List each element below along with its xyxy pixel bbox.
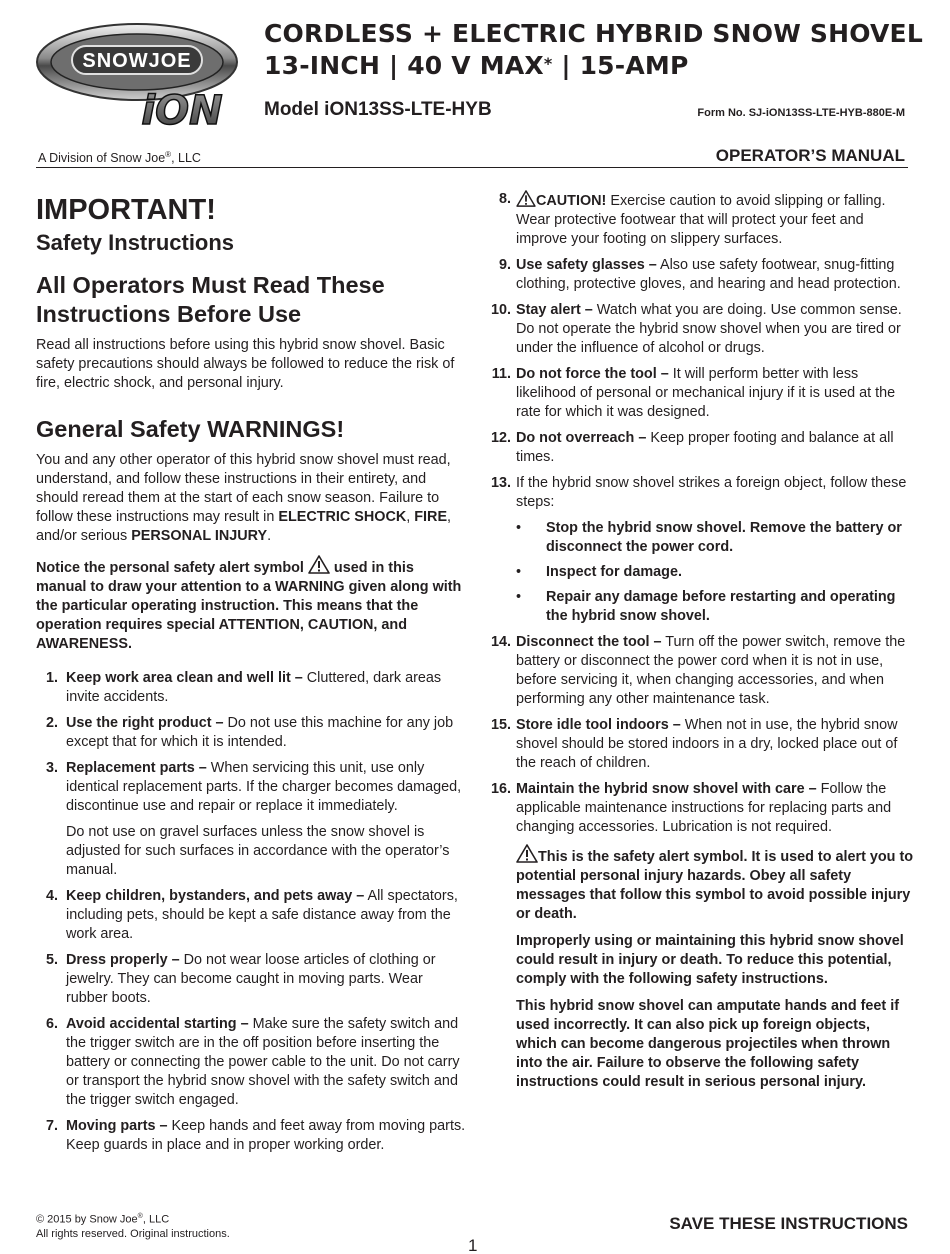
- division-text: A Division of Snow Joe®, LLC: [38, 150, 201, 166]
- important-heading: IMPORTANT!: [36, 194, 216, 226]
- list-item: 2. Use the right product – Do not use this machine for any job except that for which it is intended.: [45, 715, 454, 750]
- list-item: 10. Stay alert – Watch what you are doing. Use common sense. Do not operate the hybrid snow shovel when you are tired or under the influence of alcohol or drugs.: [490, 302, 902, 356]
- page-number: 1: [468, 1236, 478, 1254]
- general-warnings-paragraph: You and any other operator of this hybrid snow shovel must read, understand, and follow these instructions in their entirety, and should reread them at the start of each snow season. Failure to follow these instructions may result in ELECTRIC SHOCK, FIRE, and/or serious PERSONAL INJURY.: [36, 452, 452, 544]
- title-line-1: CORDLESS + ELECTRIC HYBRID SNOW SHOVEL: [264, 19, 923, 48]
- logo-product-text: iON: [141, 88, 223, 134]
- list-item: 3. Replacement parts – When servicing this unit, use only identical replacement parts. If the charger becomes damaged, discontinue use and repair or replace it immediately. Do not use on gravel surfaces unless the snow shovel is adjusted for such surfaces in accordance with the operator’s manual.: [36, 759, 466, 880]
- right-column: [486, 190, 914, 1100]
- model-number: Model iON13SS-LTE-HYB: [264, 99, 492, 120]
- step-item: • Stop the hybrid snow shovel. Remove the battery or disconnect the power cord.: [516, 520, 902, 555]
- list-item: 11. Do not force the tool – It will perform better with less likelihood of personal or mechanical injury if it is used at the rate for which it was designed.: [491, 366, 896, 420]
- copyright-notice: © 2015 by Snow Joe®, LLC All rights reserved. Original instructions.: [36, 1213, 230, 1240]
- left-safety-list: [36, 669, 466, 1155]
- form-number: Form No. SJ-iON13SS-LTE-HYB-880E-M: [697, 107, 905, 119]
- list-item: 6. Avoid accidental starting – Make sure the safety switch and the trigger switch are in the off position before inserting the battery or connecting the power cable to the unit. Do not carry or transport the hybrid snow shovel with the safety switch and the trigger switch engaged.: [45, 1016, 460, 1108]
- list-item: 13. If the hybrid snow shovel strikes a foreign object, follow these steps: • Stop the hybrid snow shovel. Remove the battery or disconnect the power cord. • Inspect for damage. • Repair any damage before restarting and operating the hybrid snow shovel.: [486, 474, 914, 626]
- intro-paragraph: Read all instructions before using this hybrid snow shovel. Basic safety precautions should always be followed to reduce the risk of fire, electric shock, and personal injury.: [36, 337, 455, 391]
- list-item: 8. CAUTION! Exercise caution to avoid slipping or falling. Wear protective footwear that will protect your feet and improve your footing on slippery surfaces.: [498, 191, 886, 247]
- list-item: 16. Maintain the hybrid snow shovel with care – Follow the applicable maintenance instructions for replacing parts and changing accessories. Lubrication is not required.: [490, 781, 892, 835]
- list-item: 14. Disconnect the tool – Turn off the power switch, remove the battery or disconnect the power cord when it is not in use, before servicing it, when changing accessories, and when performing any other maintenance task.: [490, 634, 906, 707]
- list-item: 5. Dress properly – Do not wear loose articles of clothing or jewelry. They can become caught in moving parts. Wear rubber boots.: [45, 952, 436, 1006]
- list-item: 4. Keep children, bystanders, and pets away – All spectators, including pets, should be kept a safe distance away from the work area.: [45, 888, 458, 942]
- notice-paragraph: Notice the personal safety alert symbol used in this manual to draw your attention to a WARNING given along with the particular operating instruction. This means that the operation requires special ATTENTION, CAUTION, and AWARENESS.: [36, 555, 466, 654]
- header-divider: [36, 167, 908, 168]
- list-item: 7. Moving parts – Keep hands and feet away from moving parts. Keep guards in place and in proper working order.: [45, 1118, 466, 1153]
- list-item: 15. Store idle tool indoors – When not in use, the hybrid snow shovel should be stored indoors in a dry, locked place out of the reach of children.: [490, 717, 898, 771]
- general-warnings-heading: General Safety WARNINGS!: [36, 416, 345, 442]
- safety-alert-icon: [516, 190, 536, 207]
- alert-paragraph: This hybrid snow shovel can amputate hands and feet if used incorrectly. It can also pick up foreign objects, which can become dangerous projectiles when thrown into the air. Failure to observe the following safety instructions could result in serious personal injury.: [516, 998, 900, 1090]
- snowjoe-ion-logo: [32, 14, 242, 134]
- operators-heading: All Operators Must Read These Instructions Before Use: [36, 272, 385, 327]
- safety-alert-block: [516, 844, 914, 1092]
- right-safety-list: [486, 190, 914, 837]
- operators-manual-label: OPERATOR’S MANUAL: [715, 146, 905, 165]
- safety-instructions-heading: Safety Instructions: [36, 230, 235, 255]
- title-line-2: 13-INCH | 40 V MAX* | 15-AMP: [264, 51, 689, 80]
- list-item: 9. Use safety glasses – Also use safety footwear, snug-fitting clothing, protective gloves, and hearing and head protection.: [498, 257, 901, 292]
- foreign-object-steps: [516, 519, 914, 626]
- page-title: [264, 18, 923, 82]
- list-item: 12. Do not overreach – Keep proper footing and balance at all times.: [490, 430, 894, 465]
- logo-brand-text: SNOWJOE: [82, 50, 192, 72]
- step-item: • Inspect for damage.: [516, 564, 682, 580]
- alert-paragraph: Improperly using or maintaining this hybrid snow shovel could result in injury or death. To reduce this potential, comply with the following safety instructions.: [516, 933, 904, 987]
- alert-paragraph: This is the safety alert symbol. It is used to alert you to potential personal injury hazards. Obey all safety messages that follow this symbol to avoid possible injury or death.: [516, 844, 914, 924]
- left-column: [36, 193, 466, 1162]
- safety-alert-icon: [308, 555, 330, 574]
- list-item-subparagraph: Do not use on gravel surfaces unless the snow shovel is adjusted for such surfaces in accordance with the operator’s manual.: [66, 824, 450, 878]
- step-item: • Repair any damage before restarting and operating the hybrid snow shovel.: [516, 589, 896, 624]
- list-item: 1. Keep work area clean and well lit – Cluttered, dark areas invite accidents.: [45, 670, 442, 705]
- save-instructions-label: SAVE THESE INSTRUCTIONS: [669, 1214, 908, 1233]
- safety-alert-icon: [516, 844, 538, 863]
